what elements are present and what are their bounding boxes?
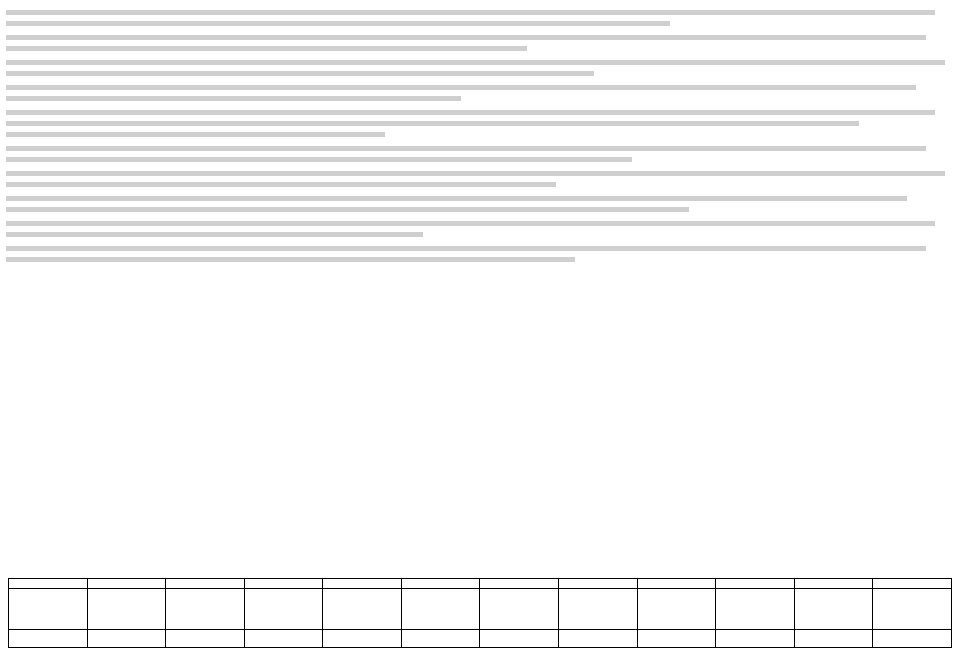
- table-cell: [9, 630, 88, 648]
- table-cell: [401, 630, 480, 648]
- table-cell: [559, 579, 638, 589]
- paragraph: [6, 85, 954, 101]
- text-line-placeholder: [6, 60, 945, 65]
- table-cell: [166, 630, 245, 648]
- paragraph: [6, 221, 954, 237]
- paragraph: [6, 171, 954, 187]
- table-cell: [873, 588, 952, 629]
- text-line-placeholder: [6, 246, 926, 251]
- text-line-placeholder: [6, 221, 935, 226]
- table-cell: [716, 579, 795, 589]
- table-cell: [480, 630, 559, 648]
- table-cell: [794, 579, 873, 589]
- text-line-placeholder: [6, 71, 594, 76]
- table-cell: [166, 579, 245, 589]
- text-line-placeholder: [6, 35, 926, 40]
- table-cell: [716, 630, 795, 648]
- text-line-placeholder: [6, 85, 916, 90]
- paragraph: [6, 196, 954, 212]
- text-line-placeholder: [6, 171, 945, 176]
- paragraph: [6, 35, 954, 51]
- text-line-placeholder: [6, 182, 556, 187]
- table-cell: [559, 588, 638, 629]
- table-cell: [87, 579, 166, 589]
- table-cell: [323, 579, 402, 589]
- table-cell: [794, 588, 873, 629]
- tariff-table: [8, 578, 952, 648]
- text-line-placeholder: [6, 157, 632, 162]
- table-cell: [559, 630, 638, 648]
- table-cell: [244, 579, 323, 589]
- table-cell: [480, 588, 559, 629]
- text-line-placeholder: [6, 207, 689, 212]
- document-body: [6, 10, 954, 271]
- table-cell: [244, 588, 323, 629]
- paragraph: [6, 60, 954, 76]
- table-cell: [244, 630, 323, 648]
- table-cell: [637, 588, 716, 629]
- table-cell: [166, 588, 245, 629]
- text-line-placeholder: [6, 110, 935, 115]
- table-cell: [716, 588, 795, 629]
- table-cell: [87, 630, 166, 648]
- table-cell: [637, 630, 716, 648]
- table-cell: [401, 579, 480, 589]
- text-line-placeholder: [6, 21, 670, 26]
- paragraph: [6, 246, 954, 262]
- text-line-placeholder: [6, 10, 935, 15]
- paragraph: [6, 110, 954, 137]
- table-cell: [873, 579, 952, 589]
- table-cell: [323, 588, 402, 629]
- text-line-placeholder: [6, 96, 461, 101]
- table-cell: [794, 630, 873, 648]
- table-cell: [480, 579, 559, 589]
- table-cell: [323, 630, 402, 648]
- table-cell: [401, 588, 480, 629]
- text-line-placeholder: [6, 257, 575, 262]
- paragraph: [6, 10, 954, 26]
- table-cell: [87, 588, 166, 629]
- text-line-placeholder: [6, 146, 926, 151]
- text-line-placeholder: [6, 46, 527, 51]
- text-line-placeholder: [6, 196, 907, 201]
- text-line-placeholder: [6, 232, 423, 237]
- table-cell: [9, 579, 88, 589]
- table-cell: [637, 579, 716, 589]
- text-line-placeholder: [6, 121, 859, 126]
- paragraph: [6, 146, 954, 162]
- table-cell: [873, 630, 952, 648]
- table-cell: [9, 588, 88, 629]
- text-line-placeholder: [6, 132, 385, 137]
